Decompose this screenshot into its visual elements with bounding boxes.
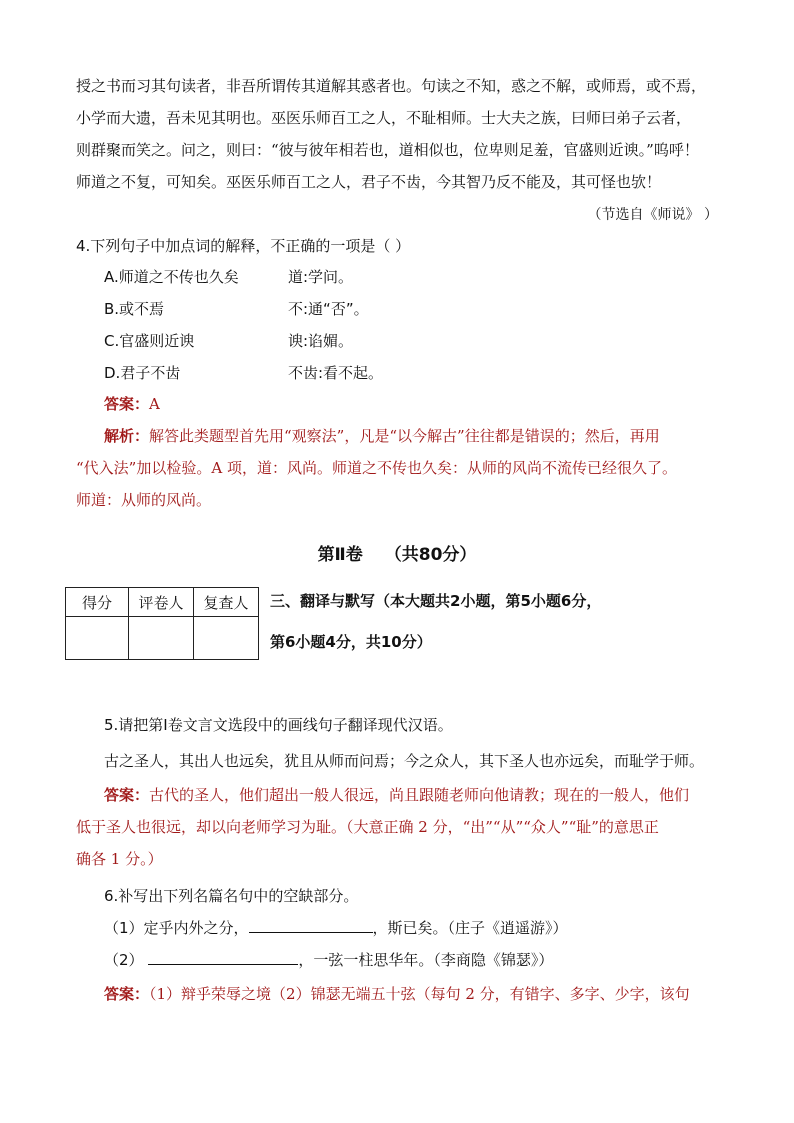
- q6-item-2-post: ，一弦一柱思华年。（李商隐《锦瑟》）: [298, 951, 554, 969]
- section-heading-line-1: 三、翻译与默写（本大题共2小题，第5小题6分，: [270, 592, 602, 610]
- passage-line-4: 师道之不复，可知矣。巫医乐师百工之人，君子不齿，今其智乃反不能及，其可怪也欤！: [76, 173, 662, 191]
- q4-answer: [104, 394, 160, 414]
- q4-analysis-line-3: 师道：从师的风尚。: [76, 491, 212, 509]
- q6-item-1-post: ，斯已矣。（庄子《逍遥游》）: [372, 919, 568, 937]
- q6-stem: 6.补写出下列名篇名句中的空缺部分。: [104, 887, 359, 905]
- q5-answer-line-3: 确各 1 分。）: [76, 850, 163, 868]
- passage-line-2: 小学而大遗，吾未见其明也。巫医乐师百工之人，不耻相师。士大夫之族，曰师曰弟子云者，: [76, 109, 692, 127]
- q5-answer-text-1: 古代的圣人，他们超出一般人很远，尚且跟随老师向他请教；现在的一般人，他们: [149, 786, 690, 804]
- score-header-grader: 评卷人: [129, 588, 194, 617]
- q6-item-2-blank[interactable]: [148, 950, 298, 965]
- q6-item-1: [104, 918, 568, 938]
- q4-option-d: D.君子不齿: [104, 364, 181, 382]
- part2-title-score: （共80分）: [384, 545, 477, 565]
- part2-title-volume: 第Ⅱ卷: [317, 545, 363, 565]
- score-table: [65, 587, 259, 660]
- q4-option-c: C.官盛则近谀: [104, 332, 195, 350]
- q4-option-c-gloss: 谀:谄媚。: [288, 332, 354, 350]
- q5-answer-line-1: [104, 785, 689, 805]
- q6-answer-text: （1）辩乎荣辱之境（2）锦瑟无端五十弦（每句 2 分，有错字、多字、少字，该句: [149, 985, 690, 1003]
- q4-option-a-gloss: 道:学问。: [288, 268, 354, 286]
- q4-option-b: B.或不焉: [104, 300, 165, 318]
- q6-item-2: [104, 950, 553, 970]
- score-cell-score[interactable]: [66, 617, 129, 660]
- q5-answer-line-2: 低于圣人也很远，却以向老师学习为耻。（大意正确 2 分，“出”“从”“众人”“耻”的意思正: [76, 818, 659, 836]
- q5-answer-label: 答案：: [104, 786, 150, 804]
- q6-item-1-pre: （1）定乎内外之分，: [104, 919, 249, 937]
- q4-analysis-line-2: “代入法”加以检验。A 项，道：风尚。师道之不传也久矣：从师的风尚不流传已经很久了。: [76, 459, 677, 477]
- passage-source: （节选自《师说》 ）: [587, 207, 718, 223]
- q4-analysis-text-1: 解答此类题型首先用“观察法”，凡是“以今解古”往往都是错误的；然后，再用: [149, 427, 660, 445]
- q4-analysis-line-1: [104, 426, 660, 446]
- passage-line-3: 则群聚而笑之。问之，则曰：“彼与彼年相若也，道相似也，位卑则足羞，官盛则近谀。”呜呼！: [76, 141, 699, 159]
- score-header-reviewer: 复查人: [194, 588, 259, 617]
- q4-answer-value: A: [149, 395, 160, 413]
- q6-answer-label: 答案：: [104, 985, 150, 1003]
- q4-stem: 4.下列句子中加点词的解释，不正确的一项是（ ）: [76, 237, 411, 255]
- q5-stem: 5.请把第Ⅰ卷文言文选段中的画线句子翻译现代汉语。: [104, 716, 453, 734]
- part2-title: [0, 540, 794, 565]
- passage-line-1: 授之书而习其句读者，非吾所谓传其道解其惑者也。句读之不知，惑之不解，或师焉，或不焉，: [76, 77, 707, 95]
- score-header-score: 得分: [66, 588, 129, 617]
- q4-analysis-label: 解析：: [104, 427, 150, 445]
- score-cell-grader[interactable]: [129, 617, 194, 660]
- q4-answer-label: 答案：: [104, 395, 150, 413]
- q4-option-b-gloss: 不:通“否”。: [288, 300, 369, 318]
- q6-answer: [104, 984, 690, 1004]
- q4-option-d-gloss: 不齿:看不起。: [288, 364, 384, 382]
- q6-item-2-pre: （2）: [104, 951, 149, 969]
- section-heading-line-2: 第6小题4分，共10分）: [270, 633, 432, 651]
- q4-option-a: A.师道之不传也久矣: [104, 268, 239, 286]
- score-cell-reviewer[interactable]: [194, 617, 259, 660]
- q6-item-1-blank[interactable]: [249, 918, 373, 933]
- q5-sentence: 古之圣人，其出人也远矣，犹且从师而问焉；今之众人，其下圣人也亦远矣，而耻学于师。: [104, 752, 705, 770]
